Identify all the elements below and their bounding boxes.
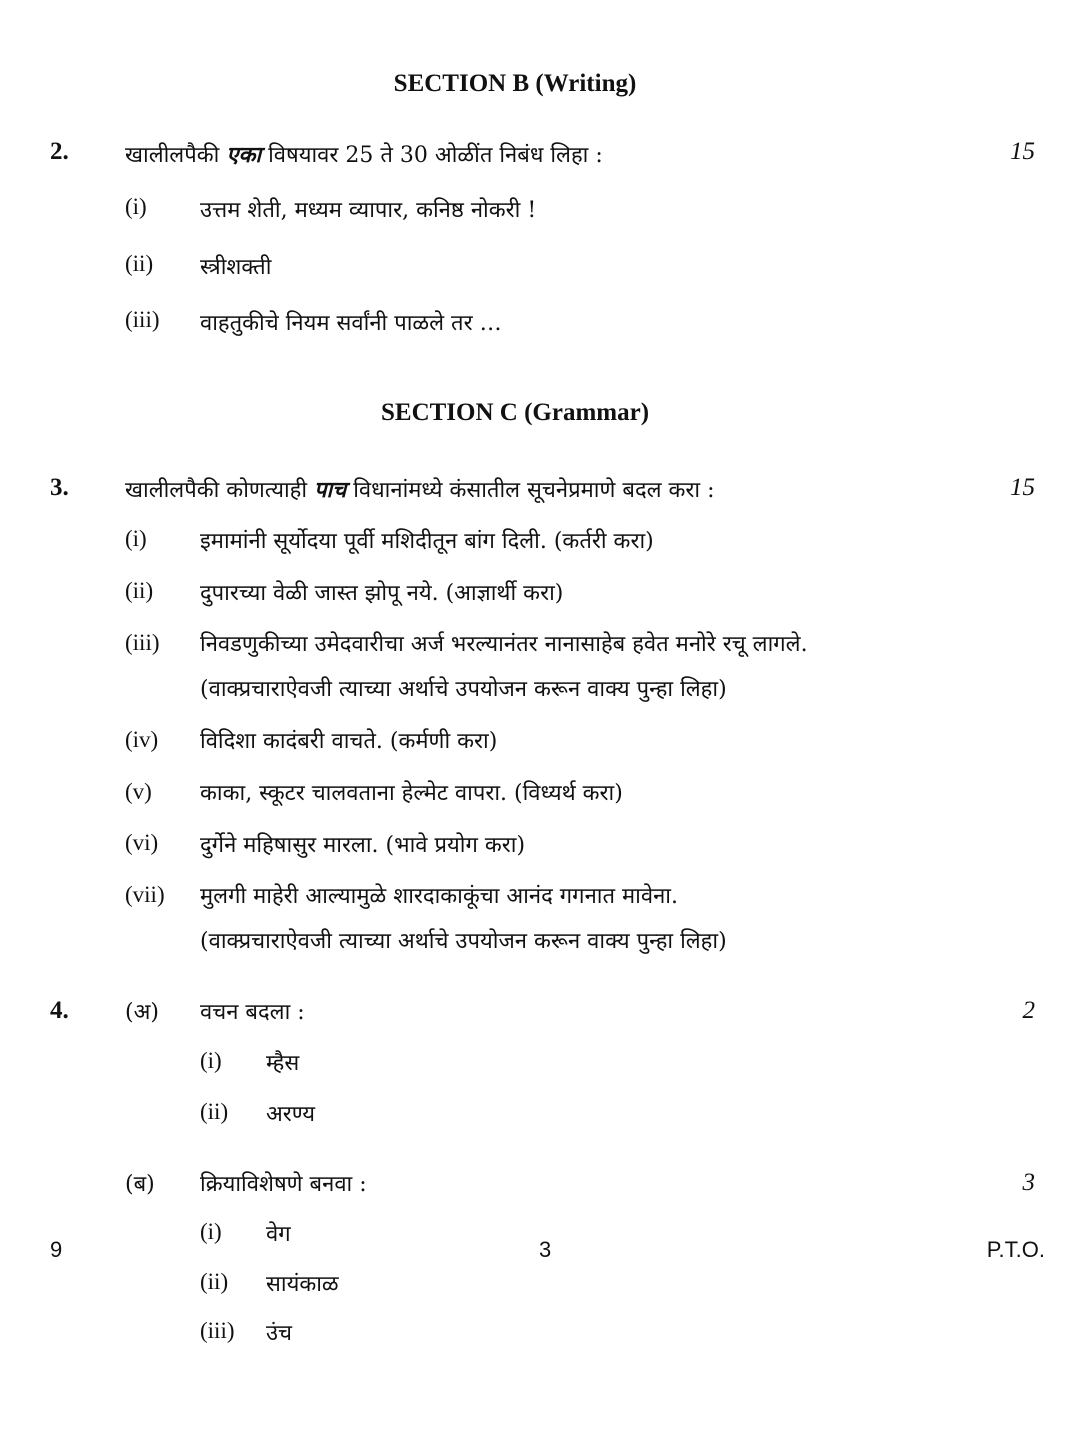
question-3-text: खालीलपैकी कोणत्याही पाच विधानांमध्ये कंसातील सूचनेप्रमाणे बदल करा : bbox=[125, 477, 715, 503]
section-b-heading: SECTION B (Writing) bbox=[393, 70, 637, 97]
question-2-marks: 15 bbox=[1010, 138, 1035, 165]
q4b-item-text: उंच bbox=[266, 1321, 293, 1346]
q3-item-label: (v) bbox=[125, 779, 152, 804]
q3-item-text: इमामांनी सूर्योदया पूर्वी मशिदीतून बांग दिली. (कर्तरी करा) bbox=[200, 529, 654, 554]
q4b-item-label: (iii) bbox=[200, 1318, 235, 1343]
q3-item-text: विदिशा कादंबरी वाचते. (कर्मणी करा) bbox=[200, 729, 498, 754]
q4b-item-text: वेग bbox=[266, 1222, 291, 1247]
footer-pto: P.T.O. bbox=[986, 1237, 1045, 1262]
q4-part-b-marks: 3 bbox=[1022, 1169, 1035, 1196]
q3-item-text-continued: (वाक्प्रचाराऐवजी त्याच्या अर्थाचे उपयोजन करून वाक्य पुन्हा लिहा) bbox=[200, 929, 727, 954]
q4a-item-text: म्हैस bbox=[266, 1051, 300, 1076]
q3-item-text: निवडणुकीच्या उमेदवारीचा अर्ज भरल्यानंतर नानासाहेब हवेत मनोरे रचू लागले. bbox=[200, 632, 808, 657]
q2-item-text: स्त्रीशक्ती bbox=[200, 255, 272, 280]
q3-item-text: मुलगी माहेरी आल्यामुळे शारदाकाकूंचा आनंद गगनात मावेना. bbox=[200, 884, 678, 909]
q4b-item-label: (ii) bbox=[200, 1269, 229, 1294]
q3-item-text: दुपारच्या वेळी जास्त झोपू नये. (आज्ञार्थी करा) bbox=[200, 581, 564, 606]
q3-item-label: (i) bbox=[125, 526, 147, 551]
footer-code: 9 bbox=[50, 1237, 63, 1262]
q4-part-b-text: क्रियाविशेषणे बनवा : bbox=[200, 1172, 367, 1197]
section-c-heading: SECTION C (Grammar) bbox=[380, 399, 650, 426]
q2-item-label: (iii) bbox=[125, 307, 160, 332]
question-3-number: 3. bbox=[50, 474, 69, 501]
q3-item-text-continued: (वाक्प्रचाराऐवजी त्याच्या अर्थाचे उपयोजन करून वाक्य पुन्हा लिहा) bbox=[200, 677, 727, 702]
q2-item-text: उत्तम शेती, मध्यम व्यापार, कनिष्ठ नोकरी ! bbox=[200, 198, 537, 223]
q2-item-label: (i) bbox=[125, 194, 147, 219]
q3-item-label: (vii) bbox=[125, 882, 165, 907]
q4-part-a-marks: 2 bbox=[1022, 997, 1035, 1024]
q4a-item-label: (i) bbox=[200, 1048, 222, 1073]
q4-part-a-label: (अ) bbox=[125, 1000, 159, 1025]
q4-part-a-text: वचन बदला : bbox=[200, 1000, 305, 1025]
q3-item-text: काका, स्कूटर चालवताना हेल्मेट वापरा. (विध्यर्थ करा) bbox=[200, 781, 623, 806]
q4b-item-text: सायंकाळ bbox=[266, 1272, 339, 1297]
question-2-number: 2. bbox=[50, 138, 69, 165]
question-2-text: खालीलपैकी एका विषयावर 25 ते 30 ओळींत निबंध लिहा : bbox=[125, 142, 603, 168]
q4-part-b-label: (ब) bbox=[125, 1172, 155, 1197]
q2-item-label: (ii) bbox=[125, 251, 154, 276]
footer-page-number: 3 bbox=[539, 1237, 552, 1262]
question-4-number: 4. bbox=[50, 997, 69, 1024]
q2-item-text: वाहतुकीचे नियम सर्वांनी पाळले तर … bbox=[200, 311, 502, 336]
q3-item-label: (iv) bbox=[125, 727, 159, 752]
q4a-item-label: (ii) bbox=[200, 1099, 229, 1124]
question-3-marks: 15 bbox=[1010, 474, 1035, 501]
q3-item-label: (ii) bbox=[125, 578, 154, 603]
q4b-item-label: (i) bbox=[200, 1219, 222, 1244]
q3-item-label: (iii) bbox=[125, 630, 160, 655]
q4a-item-text: अरण्य bbox=[266, 1102, 316, 1127]
q3-item-label: (vi) bbox=[125, 830, 159, 855]
q3-item-text: दुर्गेने महिषासुर मारला. (भावे प्रयोग करा) bbox=[200, 833, 526, 858]
